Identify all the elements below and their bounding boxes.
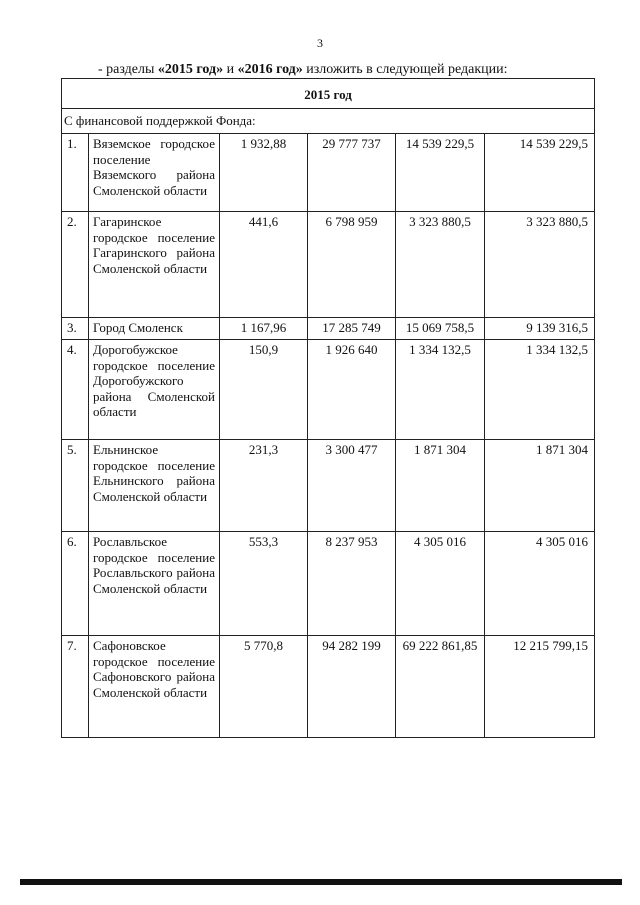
row-name: Сафоновское городское поселение Сафоновского района Смоленской области bbox=[89, 636, 220, 738]
subheader-row bbox=[62, 109, 595, 134]
row-value-3: 4 305 016 bbox=[396, 532, 485, 636]
row-value-3: 1 871 304 bbox=[396, 440, 485, 532]
row-name: Дорогобужское городское поселение Дорогобужского района Смоленской области bbox=[89, 340, 220, 440]
row-value-2: 8 237 953 bbox=[308, 532, 396, 636]
row-name: Вяземское городское поселение Вяземского района Смоленской области bbox=[89, 134, 220, 212]
section-title: 2015 год bbox=[62, 79, 595, 109]
intro-year-2015: «2015 год» bbox=[157, 62, 224, 77]
subheader-text: С финансовой поддержкой Фонда: bbox=[62, 109, 595, 134]
row-value-1: 5 770,8 bbox=[220, 636, 308, 738]
data-table bbox=[61, 78, 595, 738]
table-row bbox=[62, 532, 595, 636]
section-header-row bbox=[62, 79, 595, 109]
row-number: 5. bbox=[62, 440, 89, 532]
row-value-4: 1 334 132,5 bbox=[485, 340, 595, 440]
row-value-4: 1 871 304 bbox=[485, 440, 595, 532]
intro-suffix: изложить в следующей редакции: bbox=[302, 62, 508, 77]
row-number: 2. bbox=[62, 212, 89, 318]
row-value-4: 3 323 880,5 bbox=[485, 212, 595, 318]
table-row bbox=[62, 212, 595, 318]
row-value-4: 4 305 016 bbox=[485, 532, 595, 636]
row-number: 1. bbox=[62, 134, 89, 212]
row-value-2: 94 282 199 bbox=[308, 636, 396, 738]
row-number: 6. bbox=[62, 532, 89, 636]
row-value-3: 14 539 229,5 bbox=[396, 134, 485, 212]
row-value-1: 553,3 bbox=[220, 532, 308, 636]
row-value-1: 150,9 bbox=[220, 340, 308, 440]
table-row bbox=[62, 636, 595, 738]
row-value-2: 3 300 477 bbox=[308, 440, 396, 532]
bottom-border-line bbox=[20, 879, 622, 885]
row-value-4: 9 139 316,5 bbox=[485, 318, 595, 340]
page-number: 3 bbox=[317, 36, 323, 50]
intro-middle: и bbox=[223, 62, 238, 77]
row-number: 7. bbox=[62, 636, 89, 738]
row-name: Город Смоленск bbox=[89, 318, 220, 340]
row-value-3: 15 069 758,5 bbox=[396, 318, 485, 340]
row-value-1: 1 932,88 bbox=[220, 134, 308, 212]
row-value-2: 1 926 640 bbox=[308, 340, 396, 440]
row-value-2: 29 777 737 bbox=[308, 134, 396, 212]
row-value-1: 441,6 bbox=[220, 212, 308, 318]
row-name: Гагаринское городское поселение Гагаринского района Смоленской области bbox=[89, 212, 220, 318]
row-number: 3. bbox=[62, 318, 89, 340]
row-value-3: 1 334 132,5 bbox=[396, 340, 485, 440]
table-row bbox=[62, 134, 595, 212]
row-value-3: 3 323 880,5 bbox=[396, 212, 485, 318]
row-value-1: 1 167,96 bbox=[220, 318, 308, 340]
table-row bbox=[62, 318, 595, 340]
row-value-2: 6 798 959 bbox=[308, 212, 396, 318]
row-value-4: 12 215 799,15 bbox=[485, 636, 595, 738]
row-value-3: 69 222 861,85 bbox=[396, 636, 485, 738]
row-name: Рославльское городское поселение Рославльского района Смоленской области bbox=[89, 532, 220, 636]
row-value-1: 231,3 bbox=[220, 440, 308, 532]
row-name: Ельнинское городское поселение Ельнинского района Смоленской области bbox=[89, 440, 220, 532]
row-number: 4. bbox=[62, 340, 89, 440]
table-row bbox=[62, 440, 595, 532]
row-value-4: 14 539 229,5 bbox=[485, 134, 595, 212]
intro-text bbox=[98, 62, 508, 78]
intro-prefix: - разделы bbox=[98, 62, 158, 77]
row-value-2: 17 285 749 bbox=[308, 318, 396, 340]
table-row bbox=[62, 340, 595, 440]
intro-year-2016: «2016 год» bbox=[237, 62, 303, 77]
